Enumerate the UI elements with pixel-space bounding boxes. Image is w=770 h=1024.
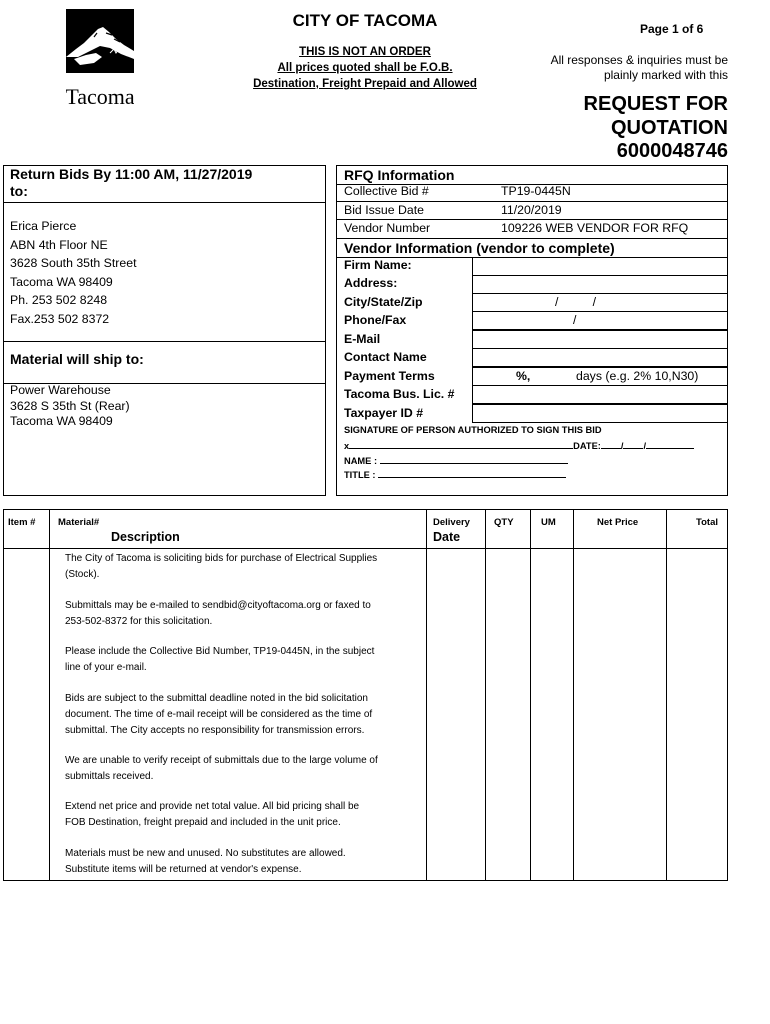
rfq-info-heading: RFQ Information	[344, 167, 455, 183]
city-of-tacoma-logo	[66, 9, 134, 111]
paragraph-line: submittals received.	[65, 771, 154, 782]
business-license-field[interactable]	[472, 385, 728, 404]
email-label: E-Mail	[344, 332, 381, 346]
col-divider	[530, 509, 531, 881]
logo-text: Tacoma	[66, 84, 134, 109]
payment-terms-label: Payment Terms	[344, 369, 435, 383]
signature-x: x	[344, 441, 350, 451]
notice-line: THIS IS NOT AN ORDER	[299, 46, 431, 58]
address-field[interactable]	[472, 275, 728, 294]
col-header-description: Description	[111, 530, 180, 544]
paragraph-line: Materials must be new and unused. No substitutes are allowed.	[65, 848, 346, 859]
business-license-label: Tacoma Bus. Lic. #	[344, 387, 455, 401]
divider	[336, 238, 728, 239]
col-divider	[573, 509, 574, 881]
date-slash: /	[643, 441, 647, 451]
signature-heading: SIGNATURE OF PERSON AUTHORIZED TO SIGN THIS BID	[344, 425, 602, 435]
responses-note	[520, 53, 728, 83]
col-divider	[666, 509, 667, 881]
paragraph-line: line of your e-mail.	[65, 662, 147, 673]
city-title: CITY OF TACOMA	[292, 11, 438, 30]
title-label: TITLE :	[344, 470, 376, 480]
col-header-date: Date	[433, 530, 461, 544]
taxpayer-id-label: Taxpayer ID #	[344, 406, 424, 420]
col-divider	[485, 509, 486, 881]
contact-phone: Ph. 253 502 8248	[10, 293, 108, 307]
vendor-number-label: Vendor Number	[344, 221, 431, 235]
contact-name-label: Contact Name	[344, 350, 427, 364]
contact-fax: Fax.253 502 8372	[10, 311, 110, 326]
bid-issue-date-label: Bid Issue Date	[344, 203, 424, 217]
firm-name-label: Firm Name:	[344, 258, 412, 272]
contact-name-field[interactable]	[472, 348, 728, 367]
city-state-zip-slashes: / /	[555, 295, 596, 309]
vendor-info-heading: Vendor Information (vendor to complete)	[344, 240, 615, 256]
firm-name-field[interactable]	[472, 257, 728, 276]
rfq-number: 6000048746	[616, 140, 728, 162]
name-field[interactable]	[380, 455, 568, 464]
notice-line: Destination, Freight Prepaid and Allowed	[253, 78, 477, 90]
contact-line: ABN 4th Floor NE	[10, 237, 108, 252]
name-label: NAME :	[344, 456, 378, 466]
divider	[3, 341, 326, 342]
email-field[interactable]	[472, 330, 728, 349]
city-state-zip-field[interactable]	[472, 293, 728, 312]
paragraph-line: submittal. The City accepts no responsibility for transmission errors.	[65, 725, 365, 736]
col-header-material: Material#	[58, 517, 100, 528]
description-paragraph	[65, 799, 410, 831]
divider	[3, 202, 326, 203]
paragraph-line: 253-502-8372 for this solicitation.	[65, 616, 213, 627]
notice-line: All prices quoted shall be F.O.B.	[277, 62, 453, 74]
ship-line: 3628 S 35th St (Rear)	[10, 398, 130, 413]
paragraph-line: Extend net price and provide net total value. All bid pricing shall be	[65, 801, 360, 812]
col-header-delivery: Delivery	[433, 517, 470, 528]
paragraph-line: Submittals may be e-mailed to sendbid@cityoftacoma.org or faxed to	[65, 600, 371, 611]
paragraph-line: document. The time of e-mail receipt will be considered as the time of	[65, 709, 373, 720]
col-divider	[49, 509, 50, 881]
ship-to-address	[10, 383, 130, 430]
rfq-title-line: QUOTATION	[610, 116, 728, 139]
return-bids-line: to:	[10, 183, 28, 199]
address-label: Address:	[344, 276, 398, 290]
paragraph-line: Substitute items will be returned at vendor's expense.	[65, 864, 302, 875]
contact-line: Tacoma WA 98409	[10, 274, 113, 289]
payment-percent: %,	[516, 369, 531, 383]
paragraph-line: FOB Destination, freight prepaid and included in the unit price.	[65, 817, 341, 828]
return-contact	[10, 217, 136, 328]
paragraph-line: We are unable to verify receipt of submittals due to the large volume of	[65, 755, 378, 766]
rfq-title	[520, 93, 728, 164]
date-month-field[interactable]	[601, 440, 621, 449]
order-notice	[230, 44, 500, 92]
description-paragraph	[65, 598, 410, 630]
col-header-total: Total	[696, 517, 718, 528]
ship-line: Tacoma WA 98409	[10, 414, 113, 428]
contact-line: 3628 South 35th Street	[10, 256, 137, 270]
phone-fax-label: Phone/Fax	[344, 313, 407, 327]
paragraph-line: Please include the Collective Bid Number, TP19-0445N, in the subject	[65, 646, 375, 657]
signature-row	[344, 440, 694, 451]
collective-bid-label: Collective Bid #	[344, 184, 429, 198]
date-year-field[interactable]	[646, 440, 694, 449]
description-paragraph	[65, 644, 410, 676]
title-row	[344, 469, 566, 480]
description-paragraph	[65, 691, 410, 739]
page-number: Page 1 of 6	[640, 22, 704, 36]
name-row	[344, 455, 568, 466]
paragraph-line: Bids are subject to the submittal deadline noted in the bid solicitation	[65, 693, 368, 704]
bid-issue-date-value: 11/20/2019	[501, 203, 562, 217]
paragraph-line: (Stock).	[65, 569, 100, 580]
responses-line: plainly marked with this	[603, 68, 728, 82]
description-paragraph	[65, 551, 410, 583]
divider	[336, 201, 728, 202]
phone-fax-slash: /	[573, 313, 577, 327]
ship-line: Power Warehouse	[10, 383, 111, 397]
collective-bid-value: TP19-0445N	[501, 184, 571, 198]
payment-days: days (e.g. 2% 10,N30)	[576, 369, 699, 383]
paragraph-line: The City of Tacoma is soliciting bids for purchase of Electrical Supplies	[65, 553, 378, 564]
signature-line[interactable]	[349, 440, 573, 449]
responses-line: All responses & inquiries must be	[550, 53, 728, 67]
contact-name: Erica Pierce	[10, 219, 77, 233]
col-header-qty: QTY	[494, 517, 514, 528]
date-slash: /	[620, 441, 624, 451]
return-bids-heading	[10, 166, 310, 200]
col-header-net-price: Net Price	[597, 517, 639, 528]
description-paragraph	[65, 753, 410, 785]
return-bids-box	[3, 165, 326, 496]
ship-to-heading: Material will ship to:	[10, 351, 144, 367]
description-paragraph	[65, 846, 410, 878]
vendor-number-value: 109226 WEB VENDOR FOR RFQ	[501, 221, 689, 235]
col-header-item: Item #	[8, 517, 36, 528]
taxpayer-id-field[interactable]	[472, 404, 728, 423]
divider	[336, 219, 728, 220]
city-state-zip-label: City/State/Zip	[344, 295, 423, 309]
table-header-divider	[3, 548, 728, 549]
return-bids-line: Return Bids By 11:00 AM, 11/27/2019	[10, 166, 253, 182]
date-day-field[interactable]	[620, 440, 643, 451]
col-header-um: UM	[541, 517, 556, 528]
title-field[interactable]	[378, 469, 566, 478]
col-divider	[426, 509, 427, 881]
date-label: DATE:	[573, 441, 601, 451]
rfq-title-line: REQUEST FOR	[583, 93, 728, 115]
phone-fax-field[interactable]	[472, 311, 728, 330]
